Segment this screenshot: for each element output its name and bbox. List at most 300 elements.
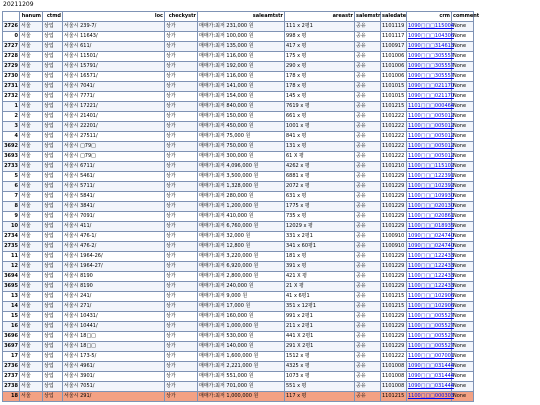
cell-areastr: 291 X 2평1 — [285, 342, 355, 352]
cell-areastr: 12029 x 평 — [285, 222, 355, 232]
table-row[interactable] — [3, 302, 474, 312]
cell-hanum: 서울 — [20, 292, 43, 302]
cell-checkystr: 상가 — [165, 332, 198, 342]
cell-saledate: 1101229 — [381, 172, 407, 182]
crm-link[interactable]: 1090□□□021170 — [408, 93, 454, 99]
cell-ctmd: 상업 — [43, 172, 63, 182]
crm-link[interactable]: 1090□□□115004 — [408, 23, 454, 29]
cell-loc: 서울시 173-5/ — [63, 352, 165, 362]
cell-checkystr: 상가 — [165, 272, 198, 282]
cell-comment: None — [452, 22, 474, 32]
table-row[interactable] — [3, 62, 474, 72]
cell-hanum: 서울 — [20, 162, 43, 172]
header-hanum[interactable]: hanum — [20, 12, 43, 22]
cell-areastr: 661 x 평 — [285, 112, 355, 122]
cell-comment: None — [452, 142, 474, 152]
table-row[interactable] — [3, 42, 474, 52]
cell-ctmd: 상업 — [43, 342, 63, 352]
cell-saleamtstr: 매매가:최저 32,000 원 — [198, 232, 285, 242]
cell-crm — [407, 22, 452, 32]
crm-link[interactable]: 1100□□□020861 — [408, 213, 454, 219]
cell-loc: 서울시 1964-26/ — [63, 252, 165, 262]
table-row[interactable] — [3, 182, 474, 192]
row-index: 3693 — [3, 152, 20, 162]
cell-comment: None — [452, 152, 474, 162]
crm-link[interactable]: 1090□□□021170 — [408, 83, 454, 89]
cell-checkystr: 상가 — [165, 72, 198, 82]
table-row[interactable] — [3, 102, 474, 112]
cell-loc: 서울시 18□□ — [63, 342, 165, 352]
crm-link[interactable]: 1090□□□024740 — [408, 243, 454, 249]
cell-ctmd: 상업 — [43, 332, 63, 342]
cell-loc: 서울시 □79□ — [63, 142, 165, 152]
crm-link[interactable]: 1100□□□007001 — [408, 353, 454, 359]
cell-comment: None — [452, 122, 474, 132]
table-row[interactable] — [3, 372, 474, 382]
crm-link[interactable]: 1100□□□020130 — [408, 203, 454, 209]
cell-areastr: 175 x 평 — [285, 52, 355, 62]
cell-saleamtstr: 매매가:최저 1,200,000 원 — [198, 202, 285, 212]
crm-link[interactable]: 1101□□□000464 — [408, 103, 454, 109]
cell-saledate: 1101229 — [381, 332, 407, 342]
cell-saledate: 1101222 — [381, 112, 407, 122]
cell-areastr: 421 X 평 — [285, 272, 355, 282]
cell-comment: None — [452, 302, 474, 312]
crm-link[interactable]: 1090□□□314613 — [408, 43, 454, 49]
cell-crm — [407, 82, 452, 92]
cell-checkystr: 상가 — [165, 352, 198, 362]
cell-hanum: 서울 — [20, 252, 43, 262]
crm-link[interactable]: 1090□□□305557 — [408, 73, 454, 79]
cell-ctmd: 상업 — [43, 182, 63, 192]
cell-saleamtstr: 매매가:최저 116,000 원 — [198, 52, 285, 62]
cell-saledate: 1101215 — [381, 392, 407, 402]
cell-salemstr: 공유 — [355, 202, 381, 212]
table-row[interactable] — [3, 382, 474, 392]
crm-link[interactable]: 1090□□□305557 — [408, 63, 454, 69]
header-salemstr[interactable]: salemstr — [355, 12, 381, 22]
cell-loc: 서울시 476-2/ — [63, 242, 165, 252]
cell-salemstr: 공유 — [355, 342, 381, 352]
table-row[interactable] — [3, 292, 474, 302]
cell-saledate: 1100917 — [381, 42, 407, 52]
cell-comment: None — [452, 82, 474, 92]
cell-saleamtstr: 매매가:최저 551,000 원 — [198, 372, 285, 382]
cell-crm — [407, 282, 452, 292]
cell-loc: 서울시 7041/ — [63, 82, 165, 92]
cell-hanum: 서울 — [20, 72, 43, 82]
cell-areastr: 351 x 12평1 — [285, 302, 355, 312]
cell-saleamtstr: 매매가:최저 17,000 원 — [198, 302, 285, 312]
cell-hanum: 서울 — [20, 172, 43, 182]
cell-areastr: 6881 x 평 — [285, 172, 355, 182]
cell-saleamtstr: 매매가:최저 140,000 원 — [198, 342, 285, 352]
cell-saledate: 1101215 — [381, 102, 407, 112]
cell-areastr: 111 x 2평1 — [285, 22, 355, 32]
cell-saledate: 1101229 — [381, 252, 407, 262]
cell-loc: 서울시 22201/ — [63, 122, 165, 132]
table-row[interactable] — [3, 82, 474, 92]
cell-salemstr: 공유 — [355, 302, 381, 312]
crm-link[interactable]: 1100□□□005527 — [408, 343, 454, 349]
cell-saledate: 1101117 — [381, 32, 407, 42]
cell-ctmd: 상업 — [43, 222, 63, 232]
cell-ctmd: 상업 — [43, 122, 63, 132]
cell-areastr: 4325 x 평 — [285, 362, 355, 372]
row-index: 2738 — [3, 382, 20, 392]
cell-loc: 서울시 6711/ — [63, 162, 165, 172]
cell-saledate: 1101015 — [381, 92, 407, 102]
cell-salemstr: 공유 — [355, 332, 381, 342]
cell-crm — [407, 112, 452, 122]
cell-saledate: 1101229 — [381, 342, 407, 352]
cell-saledate: 1101006 — [381, 52, 407, 62]
cell-saledate: 1101229 — [381, 272, 407, 282]
cell-areastr: 391 x 평 — [285, 262, 355, 272]
cell-hanum: 서울 — [20, 22, 43, 32]
cell-loc: 서울시 17221/ — [63, 102, 165, 112]
table-row[interactable] — [3, 92, 474, 102]
row-index: 2731 — [3, 82, 20, 92]
cell-saleamtstr: 매매가:최저 701,000 원 — [198, 382, 285, 392]
cell-salemstr: 공유 — [355, 112, 381, 122]
cell-loc: 서울시 611/ — [63, 42, 165, 52]
row-index: 3692 — [3, 142, 20, 152]
cell-saleamtstr: 매매가:최저 530,000 원 — [198, 332, 285, 342]
cell-hanum: 서울 — [20, 232, 43, 242]
crm-link[interactable]: 1100□□□122433 — [408, 283, 454, 289]
cell-hanum: 서울 — [20, 262, 43, 272]
cell-loc: 서울시 5711/ — [63, 182, 165, 192]
cell-areastr: 2072 x 평 — [285, 182, 355, 192]
row-index: 12 — [3, 262, 20, 272]
crm-link[interactable]: 1100□□□000303 — [408, 393, 454, 399]
crm-link[interactable]: 1100□□□005527 — [408, 323, 454, 329]
crm-link[interactable]: 1100□□□115102 — [408, 163, 454, 169]
cell-comment: None — [452, 292, 474, 302]
row-index: 17 — [3, 352, 20, 362]
cell-salemstr: 공유 — [355, 242, 381, 252]
crm-link[interactable]: 1090□□□031444 — [408, 383, 454, 389]
cell-checkystr: 상가 — [165, 232, 198, 242]
cell-areastr: 290 x 평 — [285, 62, 355, 72]
table-row[interactable] — [3, 32, 474, 42]
table-row[interactable] — [3, 202, 474, 212]
row-index: 5 — [3, 172, 20, 182]
cell-loc: 서울시 291/ — [63, 392, 165, 402]
cell-comment: None — [452, 132, 474, 142]
cell-checkystr: 상가 — [165, 112, 198, 122]
crm-link[interactable]: 1090□□□024740 — [408, 233, 454, 239]
header-areastr[interactable]: areastr — [285, 12, 355, 22]
cell-hanum: 서울 — [20, 272, 43, 282]
table-row[interactable] — [3, 252, 474, 262]
cell-saleamtstr: 매매가:최저 750,000 원 — [198, 142, 285, 152]
row-index: 2735 — [3, 242, 20, 252]
header-checkystr[interactable]: checkystr — [165, 12, 198, 22]
cell-areastr: 1512 x 평 — [285, 352, 355, 362]
cell-checkystr: 상가 — [165, 152, 198, 162]
cell-salemstr: 공유 — [355, 52, 381, 62]
row-index: 0 — [3, 32, 20, 42]
cell-comment: None — [452, 92, 474, 102]
cell-saledate: 1101222 — [381, 142, 407, 152]
cell-comment: None — [452, 352, 474, 362]
cell-checkystr: 상가 — [165, 32, 198, 42]
cell-hanum: 서울 — [20, 302, 43, 312]
table-row[interactable] — [3, 192, 474, 202]
cell-saledate: 1101229 — [381, 212, 407, 222]
cell-crm — [407, 242, 452, 252]
cell-loc: 서울시 7051/ — [63, 382, 165, 392]
table-row[interactable] — [3, 262, 474, 272]
header-loc[interactable]: loc — [63, 12, 165, 22]
table-row[interactable] — [3, 362, 474, 372]
cell-crm — [407, 122, 452, 132]
cell-loc: 서울시 27511/ — [63, 132, 165, 142]
crm-link[interactable]: 1100□□□018935 — [408, 223, 454, 229]
cell-salemstr: 공유 — [355, 392, 381, 402]
cell-hanum: 서울 — [20, 342, 43, 352]
cell-saleamtstr: 매매가:최저 2,221,000 원 — [198, 362, 285, 372]
header-ctmd[interactable]: ctmd — [43, 12, 63, 22]
crm-link[interactable]: 1100□□□102392 — [408, 183, 454, 189]
table-row[interactable] — [3, 312, 474, 322]
cell-ctmd: 상업 — [43, 272, 63, 282]
cell-saleamtstr: 매매가:최저 192,000 원 — [198, 62, 285, 72]
cell-areastr: 117 x 평 — [285, 392, 355, 402]
cell-comment: None — [452, 242, 474, 252]
cell-salemstr: 공유 — [355, 72, 381, 82]
cell-comment: None — [452, 212, 474, 222]
cell-areastr: 417 x 평 — [285, 42, 355, 52]
crm-link[interactable]: 1100□□□102906 — [408, 293, 454, 299]
header-saledate[interactable]: saledate — [381, 12, 407, 22]
cell-checkystr: 상가 — [165, 132, 198, 142]
cell-crm — [407, 252, 452, 262]
cell-checkystr: 상가 — [165, 92, 198, 102]
cell-loc: 서울시 18□□ — [63, 332, 165, 342]
table-row[interactable] — [3, 392, 474, 402]
cell-comment: None — [452, 52, 474, 62]
cell-ctmd: 상업 — [43, 62, 63, 72]
cell-saleamtstr: 매매가:최저 240,000 원 — [198, 282, 285, 292]
crm-link[interactable]: 1100□□□109930 — [408, 193, 454, 199]
cell-hanum: 서울 — [20, 192, 43, 202]
cell-salemstr: 공유 — [355, 232, 381, 242]
table-row[interactable] — [3, 322, 474, 332]
cell-comment: None — [452, 382, 474, 392]
crm-link[interactable]: 1100□□□122433 — [408, 263, 454, 269]
table-row[interactable] — [3, 172, 474, 182]
cell-comment: None — [452, 232, 474, 242]
table-header-row — [3, 12, 474, 22]
cell-ctmd: 상업 — [43, 82, 63, 92]
cell-loc: 서울시 15791/ — [63, 62, 165, 72]
row-index: 7 — [3, 192, 20, 202]
cell-loc: 서울시 271/ — [63, 302, 165, 312]
cell-ctmd: 상업 — [43, 192, 63, 202]
header-comment[interactable]: comment — [452, 12, 474, 22]
cell-crm — [407, 132, 452, 142]
cell-hanum: 서울 — [20, 382, 43, 392]
cell-saleamtstr: 매매가:최저 1,000,000 원 — [198, 392, 285, 402]
cell-saleamtstr: 매매가:최저 1,600,000 원 — [198, 352, 285, 362]
cell-salemstr: 공유 — [355, 142, 381, 152]
row-index: 13 — [3, 292, 20, 302]
table-row[interactable] — [3, 342, 474, 352]
crm-link[interactable]: 1100□□□005012 — [408, 153, 454, 159]
row-index: 14 — [3, 302, 20, 312]
cell-checkystr: 상가 — [165, 192, 198, 202]
cell-areastr: 41 x 6평1 — [285, 292, 355, 302]
cell-hanum: 서울 — [20, 32, 43, 42]
table-row[interactable] — [3, 112, 474, 122]
cell-areastr: 21 X 평 — [285, 282, 355, 292]
header-saleamtstr[interactable]: saleamtstr — [198, 12, 285, 22]
cell-loc: 서울시 21401/ — [63, 112, 165, 122]
cell-saledate: 1101119 — [381, 22, 407, 32]
table-row[interactable] — [3, 152, 474, 162]
cell-checkystr: 상가 — [165, 282, 198, 292]
cell-saledate: 1101229 — [381, 312, 407, 322]
crm-link[interactable]: 1090□□□305557 — [408, 53, 454, 59]
cell-loc: 서울시 10431/ — [63, 312, 165, 322]
cell-saleamtstr: 매매가:최저 160,000 원 — [198, 312, 285, 322]
cell-crm — [407, 302, 452, 312]
cell-saledate: 1101222 — [381, 152, 407, 162]
cell-hanum: 서울 — [20, 82, 43, 92]
cell-saleamtstr: 매매가:최저 154,000 원 — [198, 92, 285, 102]
crm-link[interactable]: 1100□□□005012 — [408, 123, 454, 129]
cell-loc: 서울시 411/ — [63, 222, 165, 232]
crm-link[interactable]: 1100□□□005527 — [408, 333, 454, 339]
cell-crm — [407, 72, 452, 82]
cell-checkystr: 상가 — [165, 302, 198, 312]
cell-saledate: 1101229 — [381, 322, 407, 332]
cell-saleamtstr: 매매가:최저 135,000 원 — [198, 42, 285, 52]
cell-ctmd: 상업 — [43, 292, 63, 302]
cell-saleamtstr: 매매가:최저 280,000 원 — [198, 192, 285, 202]
crm-link[interactable]: 1100□□□005527 — [408, 313, 454, 319]
cell-areastr: 991 x 2평1 — [285, 312, 355, 322]
table-row[interactable] — [3, 272, 474, 282]
cell-salemstr: 공유 — [355, 122, 381, 132]
table-row[interactable] — [3, 332, 474, 342]
cell-saleamtstr: 매매가:최저 141,000 원 — [198, 82, 285, 92]
row-index: 3696 — [3, 332, 20, 342]
cell-ctmd: 상업 — [43, 232, 63, 242]
cell-loc: 서울시 8190 — [63, 272, 165, 282]
row-index: 3 — [3, 122, 20, 132]
row-index: 2 — [3, 112, 20, 122]
table-row[interactable] — [3, 52, 474, 62]
cell-salemstr: 공유 — [355, 212, 381, 222]
cell-loc: 서울시 241/ — [63, 292, 165, 302]
cell-crm — [407, 352, 452, 362]
cell-comment: None — [452, 282, 474, 292]
cell-salemstr: 공유 — [355, 162, 381, 172]
cell-comment: None — [452, 102, 474, 112]
cell-comment: None — [452, 182, 474, 192]
cell-areastr: 341 x 60평1 — [285, 242, 355, 252]
cell-loc: 서울시 7091/ — [63, 212, 165, 222]
table-row[interactable] — [3, 242, 474, 252]
cell-salemstr: 공유 — [355, 82, 381, 92]
table-row[interactable] — [3, 72, 474, 82]
crm-link[interactable]: 1100□□□005012 — [408, 133, 454, 139]
table-row[interactable] — [3, 232, 474, 242]
table-row[interactable] — [3, 22, 474, 32]
crm-link[interactable]: 1100□□□122433 — [408, 253, 454, 259]
crm-link[interactable]: 1100□□□005012 — [408, 143, 454, 149]
cell-loc: 서울시 5841/ — [63, 192, 165, 202]
cell-areastr: 61 X 평 — [285, 152, 355, 162]
table-row[interactable] — [3, 222, 474, 232]
crm-link[interactable]: 1100□□□005012 — [408, 113, 454, 119]
crm-link[interactable]: 1090□□□031444 — [408, 373, 454, 379]
cell-salemstr: 공유 — [355, 312, 381, 322]
crm-link[interactable]: 1100□□□122433 — [408, 273, 454, 279]
cell-checkystr: 상가 — [165, 22, 198, 32]
header-crm[interactable]: crm — [407, 12, 452, 22]
crm-link[interactable]: 1090□□□031444 — [408, 363, 454, 369]
cell-comment: None — [452, 322, 474, 332]
cell-checkystr: 상가 — [165, 182, 198, 192]
cell-crm — [407, 392, 452, 402]
cell-saleamtstr: 매매가:최저 4,096,000 원 — [198, 162, 285, 172]
table-row[interactable] — [3, 282, 474, 292]
cell-saledate: 1101222 — [381, 122, 407, 132]
cell-loc: 서울시 11643/ — [63, 32, 165, 42]
cell-comment: None — [452, 222, 474, 232]
table-row[interactable] — [3, 352, 474, 362]
cell-checkystr: 상가 — [165, 242, 198, 252]
crm-link[interactable]: 1100□□□102906 — [408, 303, 454, 309]
cell-salemstr: 공유 — [355, 252, 381, 262]
cell-loc: 서울시 476-1/ — [63, 232, 165, 242]
cell-ctmd: 상업 — [43, 322, 63, 332]
table-row[interactable] — [3, 212, 474, 222]
cell-crm — [407, 102, 452, 112]
cell-salemstr: 공유 — [355, 152, 381, 162]
cell-saleamtstr: 매매가:최저 3,500,000 원 — [198, 172, 285, 182]
table-row[interactable] — [3, 162, 474, 172]
cell-hanum: 서울 — [20, 202, 43, 212]
crm-link[interactable]: 1090□□□104306 — [408, 33, 454, 39]
cell-comment: None — [452, 312, 474, 322]
crm-link[interactable]: 1100□□□122391 — [408, 173, 454, 179]
row-index: 2732 — [3, 92, 20, 102]
cell-crm — [407, 192, 452, 202]
cell-areastr: 1073 x 평 — [285, 372, 355, 382]
cell-ctmd: 상업 — [43, 282, 63, 292]
cell-salemstr: 공유 — [355, 192, 381, 202]
cell-hanum: 서울 — [20, 62, 43, 72]
cell-ctmd: 상업 — [43, 362, 63, 372]
row-index: 2734 — [3, 232, 20, 242]
table-row[interactable] — [3, 142, 474, 152]
cell-loc: 서울시 11501/ — [63, 52, 165, 62]
table-row[interactable] — [3, 132, 474, 142]
cell-ctmd: 상업 — [43, 52, 63, 62]
table-row[interactable] — [3, 122, 474, 132]
cell-loc: 서울시 239-7/ — [63, 22, 165, 32]
cell-saledate: 1101015 — [381, 82, 407, 92]
cell-saleamtstr: 매매가:최저 3,220,000 원 — [198, 252, 285, 262]
cell-saleamtstr: 매매가:최저 6,920,000 원 — [198, 262, 285, 272]
row-index: 11 — [3, 252, 20, 262]
